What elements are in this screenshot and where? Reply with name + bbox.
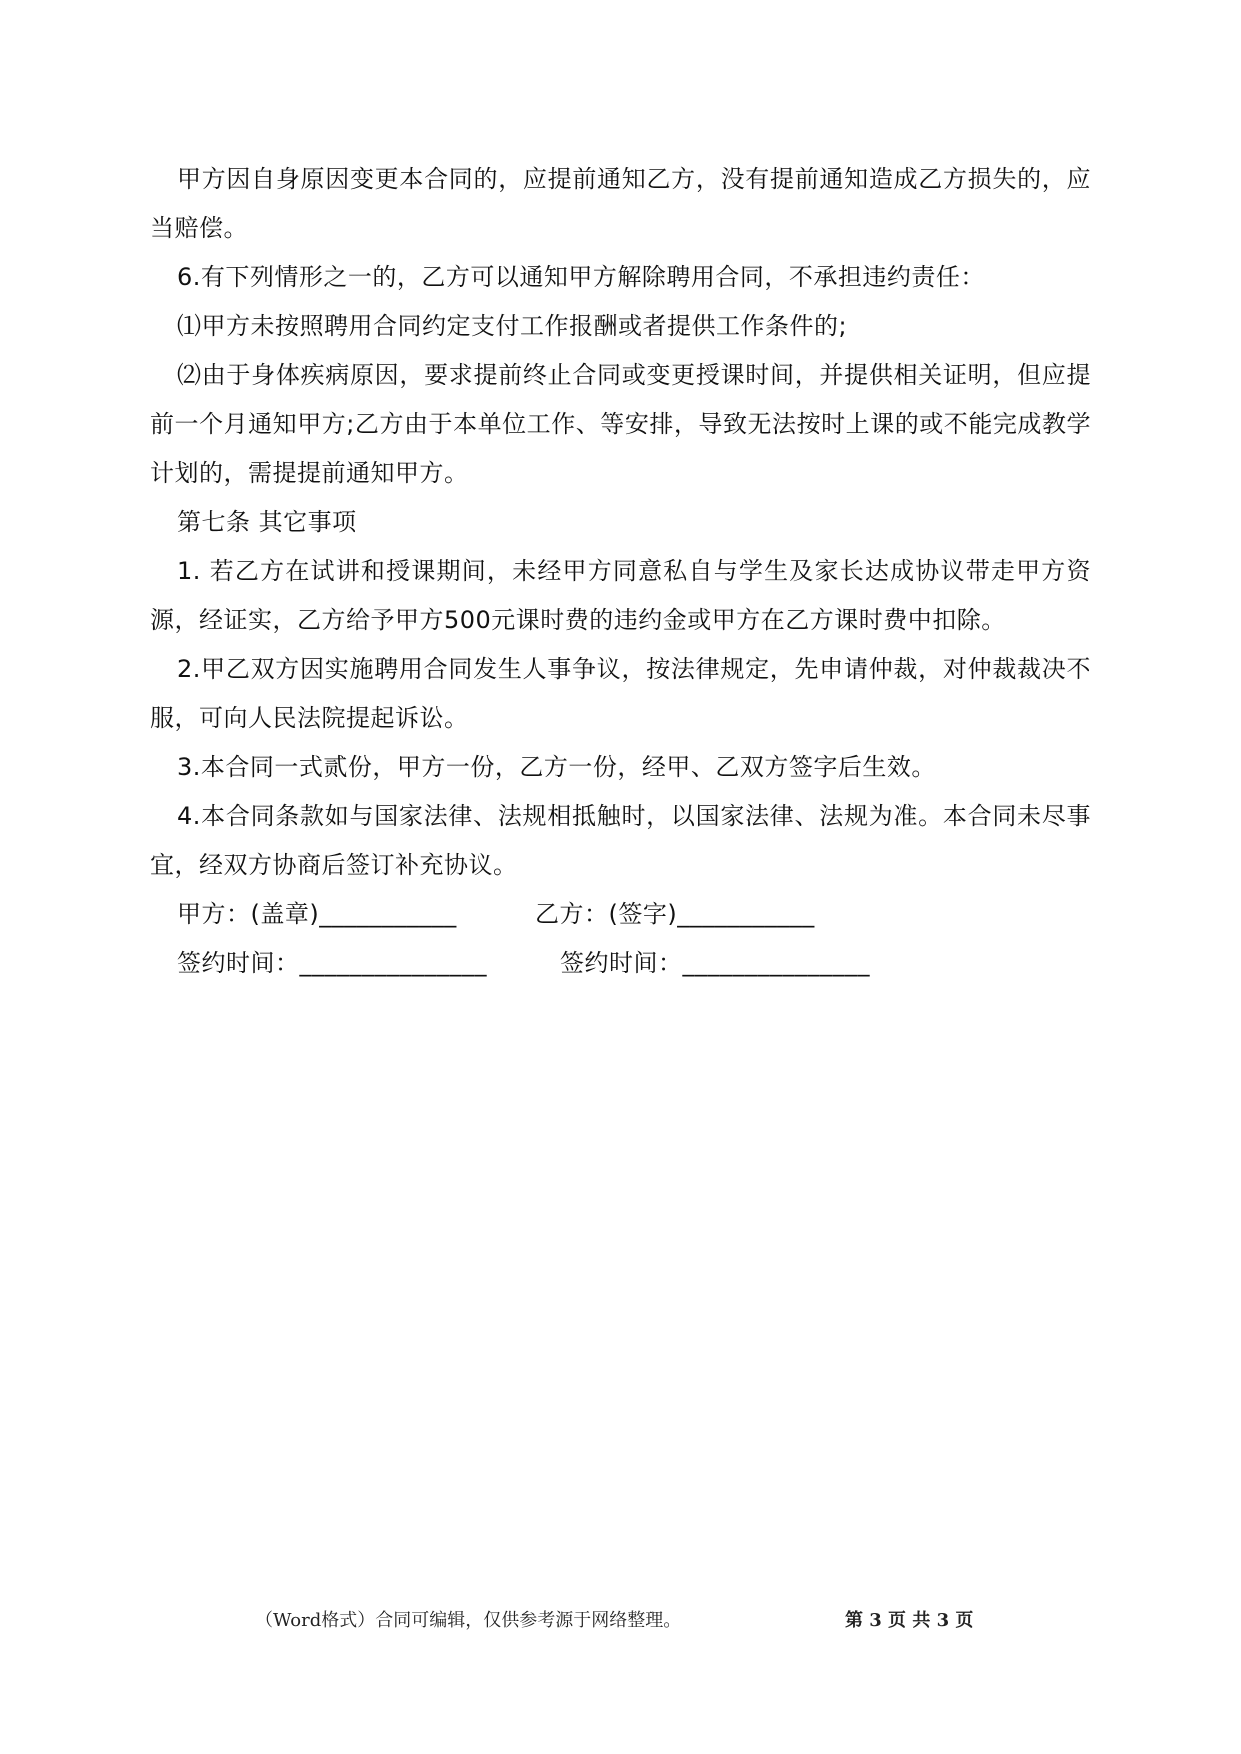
paragraph-clause-6-item-1: ⑴甲方未按照聘用合同约定支付工作报酬或者提供工作条件的;	[177, 312, 848, 340]
document-body	[150, 155, 1091, 988]
paragraph-change-notice: 甲方因自身原因变更本合同的，应提前通知乙方，没有提前通知造成乙方损失的，应当赔偿。	[150, 165, 1091, 242]
party-a-signature-field: 甲方：(盖章)___________	[177, 900, 457, 928]
paragraph-article-7-item-1: 1. 若乙方在试讲和授课期间，未经甲方同意私自与学生及家长达成协议带走甲方资源，经证实，乙方给予甲方500元课时费的违约金或甲方在乙方课时费中扣除。	[150, 557, 1091, 634]
paragraph-article-7-item-3: 3.本合同一式贰份，甲方一份，乙方一份，经甲、乙双方签字后生效。	[177, 753, 936, 781]
signature-row	[150, 890, 1091, 939]
page-footer	[0, 1606, 1241, 1636]
footer-note: （Word格式）合同可编辑，仅供参考源于网络整理。	[255, 1610, 682, 1631]
paragraph-clause-6: 6.有下列情形之一的，乙方可以通知甲方解除聘用合同，不承担违约责任：	[177, 263, 985, 291]
signing-date-row	[150, 939, 1091, 988]
paragraph-article-7-item-4: 4.本合同条款如与国家法律、法规相抵触时，以国家法律、法规为准。本合同未尽事宜，经双方协商后签订补充协议。	[150, 802, 1091, 879]
party-a-signing-date-field: 签约时间：_______________	[177, 949, 487, 977]
page-number: 第 3 页 共 3 页	[845, 1610, 974, 1631]
section-heading-article-7: 第七条 其它事项	[177, 508, 357, 536]
party-b-signature-field: 乙方：(签字)___________	[535, 900, 815, 928]
party-b-signing-date-field: 签约时间：_______________	[560, 949, 870, 977]
paragraph-clause-6-item-2: ⑵由于身体疾病原因，要求提前终止合同或变更授课时间，并提供相关证明，但应提前一个月通知甲方;乙方由于本单位工作、等安排，导致无法按时上课的或不能完成教学计划的，需提提前通知甲方。	[150, 361, 1091, 487]
paragraph-article-7-item-2: 2.甲乙双方因实施聘用合同发生人事争议，按法律规定，先申请仲裁，对仲裁裁决不服，可向人民法院提起诉讼。	[150, 655, 1091, 732]
